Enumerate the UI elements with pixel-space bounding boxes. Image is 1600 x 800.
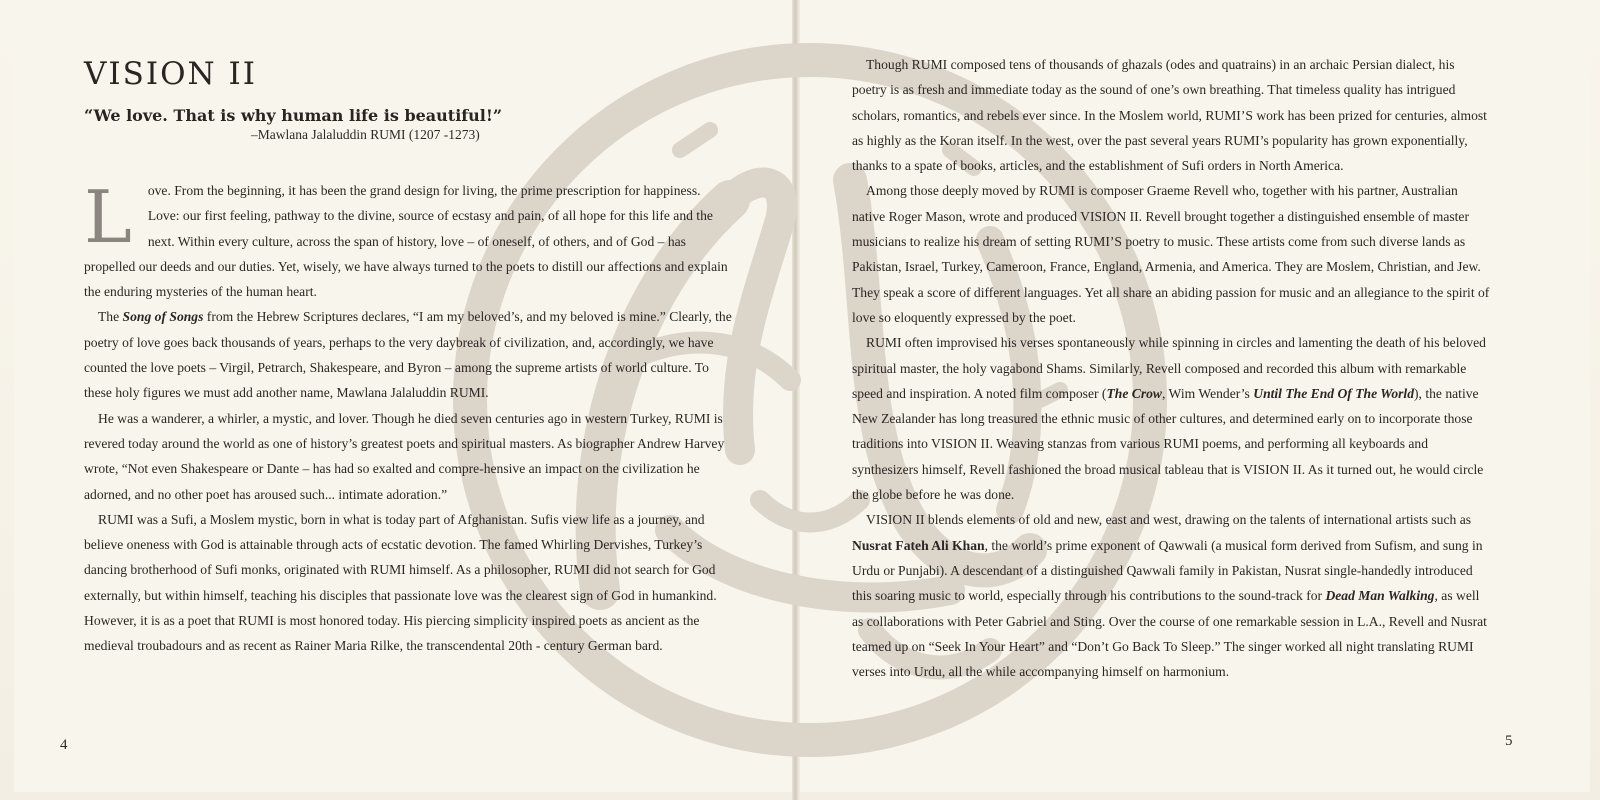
artist-name: Nusrat Fateh Ali Khan xyxy=(852,537,985,553)
epigraph-attribution: –Mawlana Jalaluddin RUMI (1207 -1273) xyxy=(251,127,480,142)
page-gutter xyxy=(792,0,800,800)
paragraph-7 xyxy=(852,330,1492,507)
epigraph-quote: “We love. That is why human life is beautiful!” xyxy=(84,106,503,125)
paragraph-3: He was a wanderer, a whirler, a mystic, and lover. Though he died seven centuries ago in western Turkey, RUMI is revered today around the world as one of history’s greatest poets and spiritual masters. As biographer Andrew Harvey wrote, “Not even Shakespeare or Dante – has had so exalted and compre-hensive an impact on the civilization he adorned, and no other poet has aroused such... intimate adoration.” xyxy=(84,410,725,502)
paragraph-1-text: ove. From the beginning, it has been the grand design for living, the prime prescription for happiness. Love: our first feeling, pathway to the divine, source of ecstasy and pain, of all hope for this life and the next. Within every culture, across the span of history, love – of oneself, of others, and of God – has propelled our deeds and our duties. Yet, wisely, we have always turned to the poets to distill our affections and explain the enduring mysteries of the human heart. xyxy=(84,183,728,300)
page-number-left: 4 xyxy=(60,737,68,753)
page-number-right: 5 xyxy=(1505,733,1513,749)
left-page-content xyxy=(84,56,734,659)
film-title-the-crow: The Crow xyxy=(1106,385,1162,401)
paragraph-4: RUMI was a Sufi, a Moslem mystic, born in what is today part of Afghanistan. Sufis view life as a journey, and believe oneness with God is attainable through acts of ecstatic devotion. The famed Whirling Dervishes, Turkey’s dancing brotherhood of Sufi monks, originated with RUMI himself. As a philosopher, RUMI did not search for God externally, but within himself, teaching his disciples that passionate love was the clearest sign of God in humankind. However, it is as a poet that RUMI is most honored today. His piercing simplicity inspired poets as ancient as the medieval troubadours and as recent as Rainer Maria Rilke, the transcendental 20th - century German bard. xyxy=(84,511,717,654)
paragraph-2 xyxy=(84,304,734,405)
film-title-until-the-end: Until The End Of The World xyxy=(1253,385,1415,401)
song-of-songs-title: Song of Songs xyxy=(122,309,204,325)
paragraph-8 xyxy=(852,507,1492,684)
paragraph-7-text-b: , Wim Wender’s xyxy=(1162,385,1254,401)
paragraph-8-text-b: , the world’s prime exponent of Qawwali (a musical form derived from Sufism, and sung in Urdu or Punjabi). A descendant of a distinguished Qawwali family in Pakistan, Nusrat single-handedly introduced this soaring music to world, especially through his contributions to the sound-track for xyxy=(852,537,1483,604)
drop-cap: L xyxy=(84,175,132,259)
paragraph-2-text-b: from the Hebrew Scriptures declares, “I am my beloved’s, and my beloved is mine.” Clearly, the poetry of love goes back thousands of years, perhaps to the very daybreak of civilization, and, accordingly, we have counted the love poets – Virgil, Petrarch, Shakespeare, and Byron – among the supreme artists of world culture. To these holy figures we must add another name, Mawlana Jalaluddin RUMI. xyxy=(84,309,732,401)
paragraph-6: Among those deeply moved by RUMI is composer Graeme Revell who, together with his partner, Australian native Roger Mason, wrote and produced VISION II. Revell brought together a distinguished ensemble of master musicians to realize his dream of setting RUMI’S poetry to music. These artists come from such diverse lands as Pakistan, Israel, Turkey, Cameroon, France, England, Armenia, and America. They are Moslem, Christian, and Jew. They speak a score of different languages. Yet all share an abiding passion for music and an allegiance to the spirit of love so eloquently expressed by the poet. xyxy=(852,183,1490,325)
paragraph-1 xyxy=(84,175,734,304)
paragraph-5: Though RUMI composed tens of thousands of ghazals (odes and quatrains) in an archaic Persian dialect, his poetry is as fresh and immediate today as the sound of one’s own breathing. That timeless quality has intrigued scholars, romantics, and rebels ever since. In the Moslem world, RUMI’S work has been prized for centuries, almost as highly as the Koran itself. In the west, over the past several years RUMI’s popularity has grown exponentially, thanks to a spate of books, articles, and the establishment of Sufi orders in North America. xyxy=(852,57,1487,174)
film-title-dead-man-walking: Dead Man Walking xyxy=(1325,588,1435,604)
paragraph-8-text-a: VISION II blends elements of old and new, east and west, drawing on the talents of international artists such as xyxy=(866,512,1472,528)
paragraph-7-text-c: ), the native New Zealander has long treasured the ethnic music of other cultures, and determined early on to incorporate those traditions into VISION II. Weaving stanzas from various RUMI poems, and performing all keyboards and synthesizers himself, Revell fashioned the broad musical tableau that is VISION II. As it turned out, he would circle the globe before he was done. xyxy=(852,385,1484,503)
paragraph-7-text-a: RUMI often improvised his verses spontaneously while spinning in circles and lamenting the death of his beloved spiritual master, the holy vagabond Shams. Similarly, Revell composed and recorded this album with remarkable speed and inspiration. A noted film composer ( xyxy=(852,335,1486,401)
paragraph-8-text-c: , as well as collaborations with Peter Gabriel and Sting. Over the course of one remarkable session in L.A., Revell and Nusrat teamed up on “Seek In Your Heart” and “Don’t Go Back To Sleep.” The singer worked all night translating RUMI verses into Urdu, all the while accompanying himself on harmonium. xyxy=(852,588,1487,680)
page-title: VISION II xyxy=(84,56,257,92)
paragraph-2-text-a: The xyxy=(98,309,123,325)
right-page-content xyxy=(852,52,1492,684)
